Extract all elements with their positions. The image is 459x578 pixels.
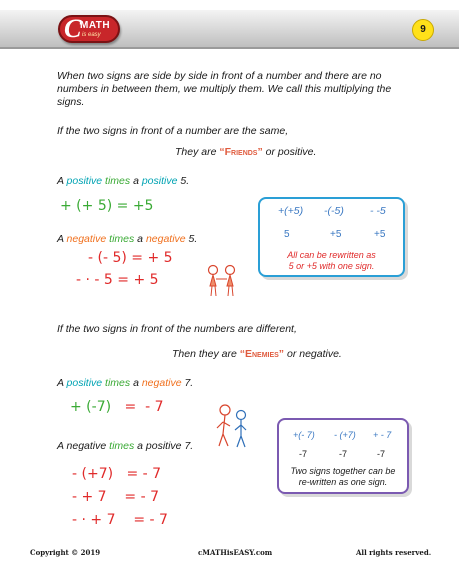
equation-rhs: = - 7 <box>133 512 168 528</box>
enemies-summary-box <box>277 418 409 494</box>
enemies-suffix: or negative. <box>284 348 342 360</box>
neg-pos-equation-1 <box>72 466 161 482</box>
neg-pos-equation-2 <box>72 489 159 505</box>
text: a <box>130 175 142 187</box>
neg-neg-equation-2 <box>76 272 159 288</box>
negative-word: negative <box>141 377 182 389</box>
equation-lhs: - + 7 <box>72 489 107 505</box>
equation-equals: = <box>124 399 137 415</box>
logo <box>58 15 120 43</box>
logo-subtitle: is easy <box>82 32 101 38</box>
pos-neg-equation <box>70 399 164 415</box>
equation-rhs: = - 7 <box>124 489 159 505</box>
footer-site: cMATHisEASY.com <box>198 548 273 557</box>
friends-prefix: They are <box>175 146 220 158</box>
text: A <box>57 377 67 389</box>
number: 5. <box>185 233 198 245</box>
pos-times-neg-line <box>57 377 193 389</box>
negative-word: negative <box>145 233 186 245</box>
equation-lhs: - · + 7 <box>72 512 116 528</box>
box-item-top: -(-5) <box>324 205 344 217</box>
equation-lhs: + (-7) <box>70 399 112 415</box>
enemies-line <box>172 348 342 360</box>
neg-pos-equation-3 <box>72 512 168 528</box>
box-item-bottom: -7 <box>339 449 348 459</box>
positive-word: positive <box>66 377 103 389</box>
header-divider <box>0 47 459 49</box>
friends-illustration <box>203 264 243 300</box>
neg-times-neg-line <box>57 233 197 245</box>
text: a <box>130 377 142 389</box>
number: 5. <box>177 175 190 187</box>
enemies-prefix: Then they are <box>172 348 240 360</box>
box-item-top: +(+5) <box>278 205 304 217</box>
box-note-line-1: All can be rewritten as <box>287 250 376 260</box>
friends-word: “Friends” <box>219 146 263 158</box>
box-item-top: + - 7 <box>373 430 392 440</box>
positive-word: positive <box>141 175 178 187</box>
friends-summary-box <box>258 197 405 277</box>
equation-text: - (- 5) = + 5 <box>88 250 173 266</box>
text: a positive 7. <box>134 440 194 452</box>
equation-lhs: - (+7) <box>72 466 114 482</box>
box-item-top: - (+7) <box>334 430 356 440</box>
equation-text: - · - 5 = + 5 <box>76 272 159 288</box>
box-item-top: +(- 7) <box>293 430 315 440</box>
times-word: times <box>109 440 135 452</box>
box-note-line-2: re-written as one sign. <box>298 477 388 487</box>
box-note-line-2: 5 or +5 with one sign. <box>288 261 375 271</box>
box-note-line-1: Two signs together can be <box>290 466 396 476</box>
box-item-bottom: +5 <box>374 229 386 240</box>
neg-times-pos-line <box>57 440 193 452</box>
box-item-bottom: +5 <box>330 229 342 240</box>
diff-signs-line: If the two signs in front of the numbers are different, <box>57 323 297 335</box>
pos-pos-equation: + (+ 5) = +5 <box>60 198 154 214</box>
footer-copyright: Copyright © 2019 <box>30 548 101 557</box>
box-item-bottom: 5 <box>284 229 290 240</box>
equation-rhs: - 7 <box>145 399 164 415</box>
page-number-badge: 9 <box>412 19 434 41</box>
box-item-bottom: -7 <box>299 449 308 459</box>
enemies-illustration <box>213 402 253 452</box>
text: A negative <box>57 440 110 452</box>
text: A <box>57 175 67 187</box>
logo-math: MATH <box>80 20 111 31</box>
text: a <box>134 233 146 245</box>
footer-rights: All rights reserved. <box>356 548 432 557</box>
times-word: times <box>106 233 135 245</box>
pos-times-pos-line <box>57 175 189 187</box>
text: A <box>57 233 67 245</box>
equation-rhs: = - 7 <box>126 466 162 482</box>
friends-line <box>175 146 316 158</box>
neg-neg-equation-1 <box>88 250 173 266</box>
intro-paragraph: When two signs are side by side in front of a number and there are no numbers in between them, we multiply them. We call this multiplying the signs. <box>57 70 392 108</box>
times-word: times <box>102 377 131 389</box>
box-item-bottom: -7 <box>377 449 386 459</box>
times-word: times <box>102 175 131 187</box>
negative-word: negative <box>66 233 107 245</box>
friends-suffix: or positive. <box>262 146 317 158</box>
same-signs-line: If the two signs in front of a number are the same, <box>57 125 289 137</box>
positive-word: positive <box>66 175 103 187</box>
box-item-top: - -5 <box>370 205 386 217</box>
enemies-word: “Enemies” <box>239 348 285 360</box>
logo-c: C <box>64 14 82 43</box>
number: 7. <box>181 377 194 389</box>
